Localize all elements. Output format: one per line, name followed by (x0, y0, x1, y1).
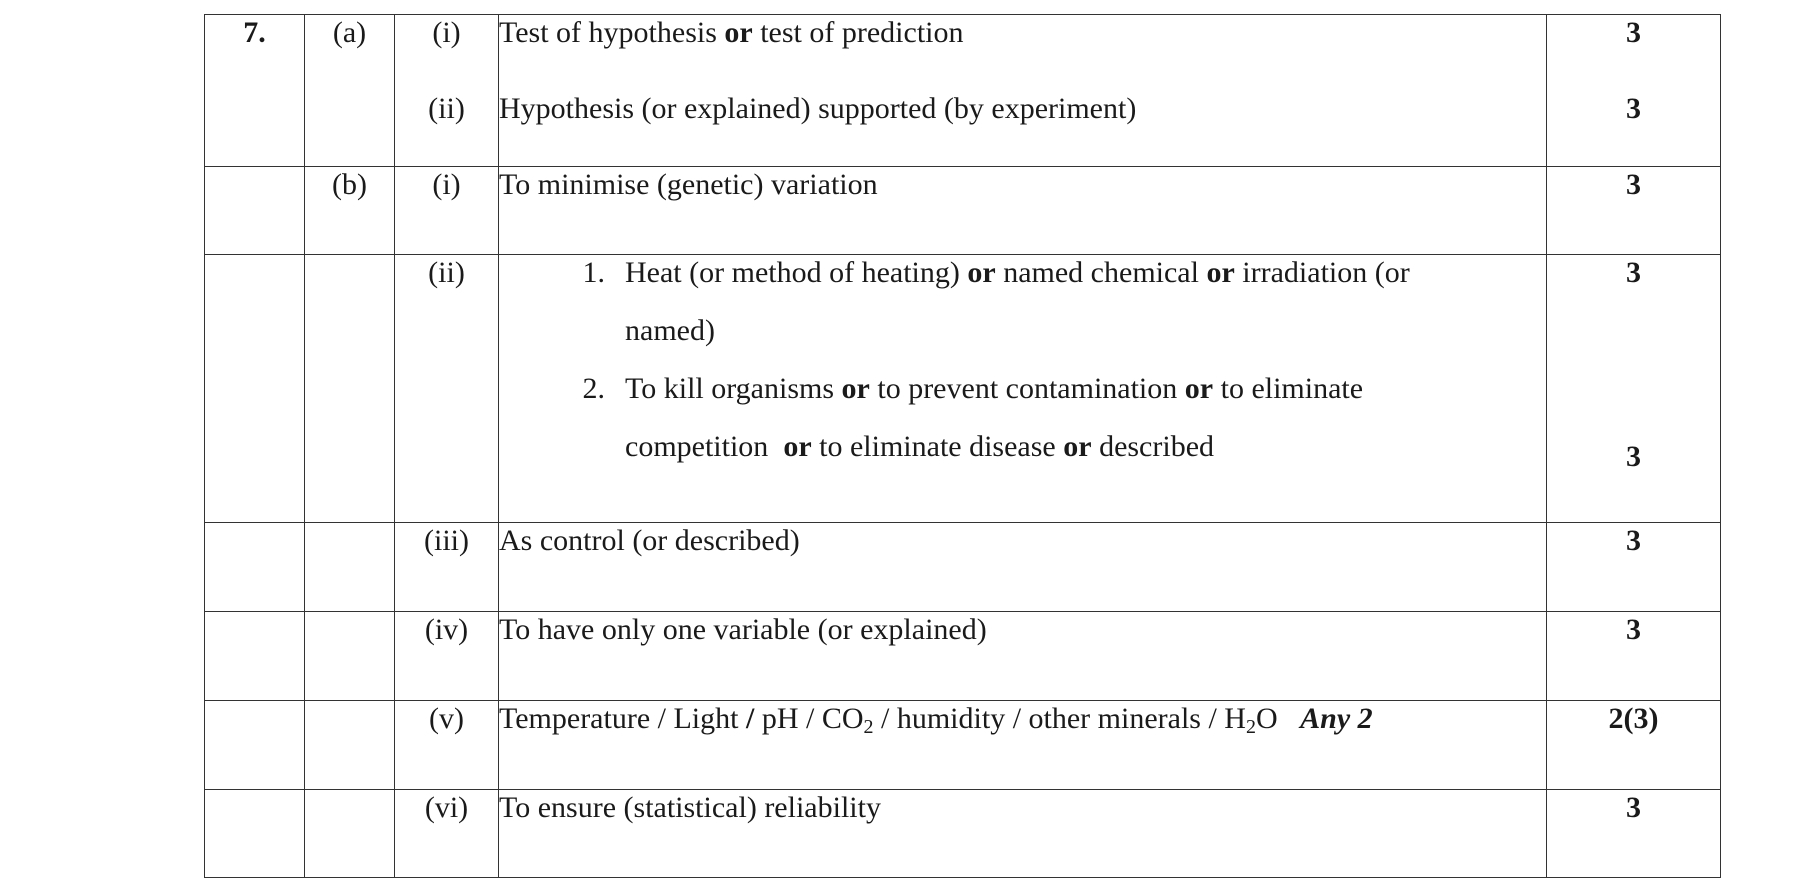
row-b-iv (205, 612, 1721, 701)
question-number: 7. (243, 16, 266, 49)
subpart-label: (iv) (424, 613, 469, 646)
list-item: 1. Heat (or method of heating) or named chemical or irradiation (or named) (582, 256, 1410, 347)
subpart-label: (ii) (428, 92, 465, 125)
mark-value: 3 (1626, 791, 1641, 824)
mark-value: 3 (1626, 440, 1641, 473)
subpart-label: (i) (432, 16, 461, 49)
mark-value: 3 (1626, 92, 1641, 125)
subpart-label: (v) (429, 702, 464, 735)
part-cell (305, 15, 395, 167)
answer-b-ii-list (499, 255, 1546, 487)
subpart-cell (395, 15, 499, 167)
mark-value: 3 (1626, 256, 1641, 289)
answer-a-ii: Hypothesis (or explained) supported (by experiment) (499, 92, 1137, 125)
marking-scheme-table (204, 14, 1721, 878)
answer-cell (499, 15, 1547, 167)
mark-value: 3 (1626, 16, 1641, 49)
row-b-iii (205, 523, 1721, 612)
answer-b-iv: To have only one variable (or explained) (499, 613, 987, 646)
answer-b-vi: To ensure (statistical) reliability (499, 791, 881, 824)
list-item: 2. To kill organisms or to prevent contamination or to eliminate competition or to eliminate disease or described (582, 372, 1364, 463)
answer-b-i: To minimise (genetic) variation (499, 168, 878, 201)
row-a (205, 15, 1721, 167)
answer-b-iii: As control (or described) (499, 524, 800, 557)
subpart-label: (ii) (428, 256, 465, 289)
answer-a-i: Test of hypothesis or test of prediction (499, 16, 964, 49)
mark-value: 3 (1626, 613, 1641, 646)
mark-value: 2(3) (1608, 702, 1659, 735)
mark-value: 3 (1626, 524, 1641, 557)
row-b-v (205, 701, 1721, 790)
row-b-ii (205, 255, 1721, 523)
row-b-i (205, 167, 1721, 255)
part-label: (b) (332, 168, 367, 201)
any-2-note: Any 2 (1300, 702, 1373, 735)
subpart-label: (iii) (424, 524, 469, 557)
part-label: (a) (332, 16, 367, 49)
marks-cell (1547, 15, 1721, 167)
subpart-label: (vi) (424, 791, 469, 824)
row-b-vi (205, 790, 1721, 878)
question-number-cell (205, 15, 305, 167)
answer-b-v: Temperature / Light / pH / $CO_2$ / humidity / other minerals / $H_2O$ Any 2 (499, 702, 1373, 738)
mark-value: 3 (1626, 168, 1641, 201)
subpart-label: (i) (432, 168, 461, 201)
